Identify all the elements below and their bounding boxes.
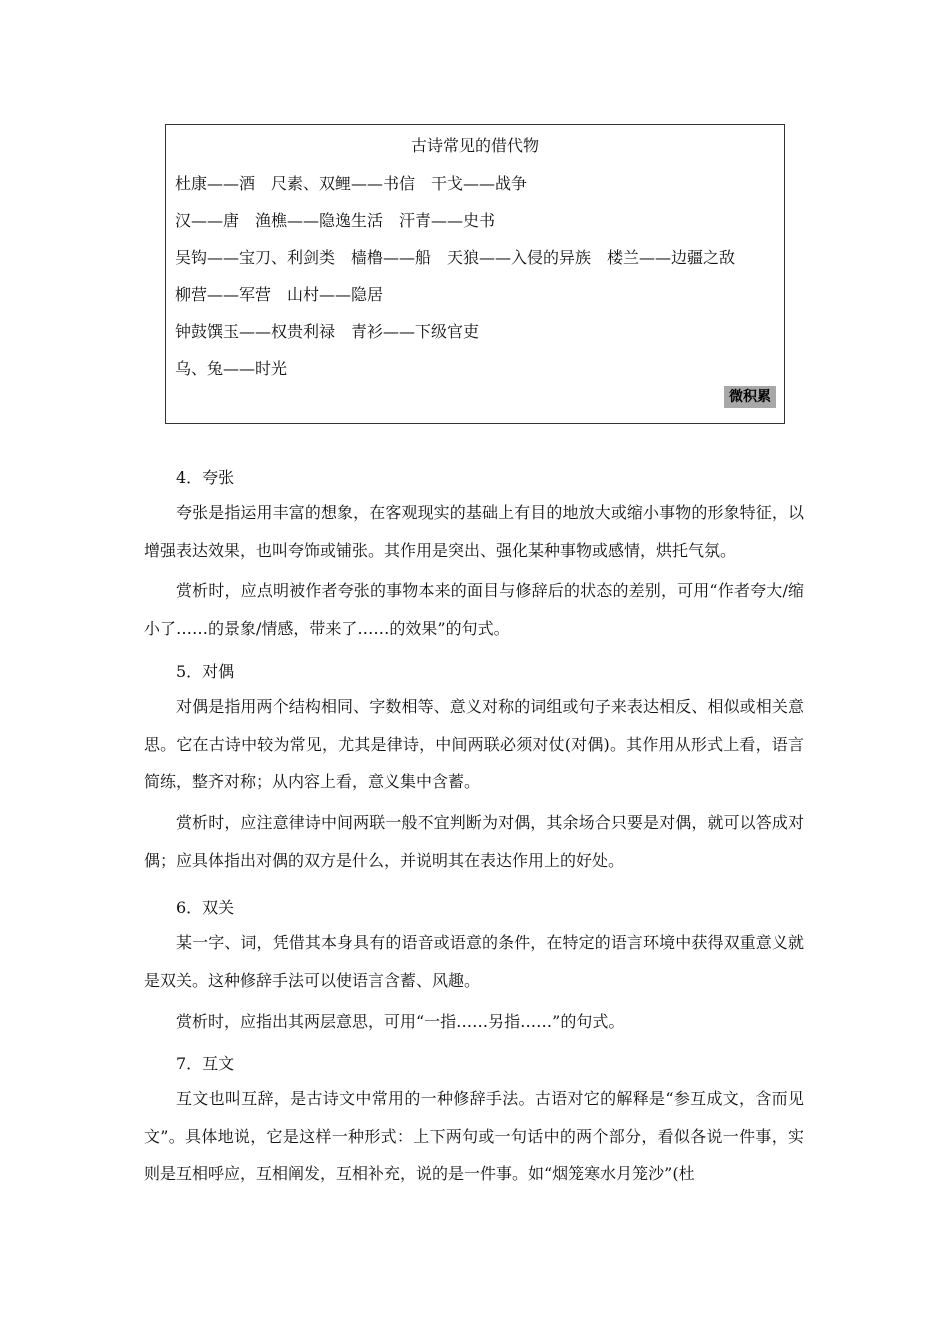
box-line: 柳营——军营 山村——隐居 [175,285,384,304]
box-line: 吴钩——宝刀、利剑类 樯橹——船 天狼——入侵的异族 楼兰——边疆之敌 [175,248,736,267]
paragraph: 某一字、词，凭借其本身具有的语音或语意的条件，在特定的语言环境中获得双重意义就是双关。这种修辞手法可以使语言含蓄、风趣。 [144,933,804,990]
section-heading: 4．夸张 [176,468,235,487]
paragraph: 对偶是指用两个结构相同、字数相等、意义对称的词组或句子来表达相反、相似或相关意思。它在古诗中较为常见，尤其是律诗，中间两联必须对仗(对偶)。其作用从形式上看，语言简练，整齐对称；从内容上看，意义集中含蓄。 [144,697,804,791]
paragraph: 赏析时，应注意律诗中间两联一般不宜判断为对偶，其余场合只要是对偶，就可以答成对偶；应具体指出对偶的双方是什么，并说明其在表达作用上的好处。 [144,813,804,870]
paragraph: 赏析时，应指出其两层意思，可用“一指……另指……”的句式。 [176,1012,625,1031]
section-badge: 微积累 [724,386,776,408]
box-line: 乌、兔——时光 [175,359,288,378]
section-heading: 6．双关 [176,898,235,917]
section-heading: 5．对偶 [176,662,235,681]
paragraph: 互文也叫互辞，是古诗文中常用的一种修辞手法。古语对它的解释是“参互成文，含而见文”。具体地说，它是这样一种形式：上下两句或一句话中的两个部分，看似各说一件事，实则是互相呼应，互相阐发，互相补充，说的是一件事。如“烟笼寒水月笼沙”(杜 [144,1089,804,1183]
box-title: 古诗常见的借代物 [410,136,539,155]
info-box [165,124,785,424]
box-line: 钟鼓馔玉——权贵利禄 青衫——下级官吏 [175,322,480,341]
section-heading: 7．互文 [176,1054,235,1073]
box-line: 汉——唐 渔樵——隐逸生活 汗青——史书 [175,211,496,230]
box-line: 杜康——酒 尺素、双鲤——书信 干戈——战争 [175,174,528,193]
paragraph: 夸张是指运用丰富的想象，在客观现实的基础上有目的地放大或缩小事物的形象特征，以增强表达效果，也叫夸饰或铺张。其作用是突出、强化某种事物或感情，烘托气氛。 [144,503,804,560]
paragraph: 赏析时，应点明被作者夸张的事物本来的面目与修辞后的状态的差别，可用“作者夸大/缩小了……的景象/情感，带来了……的效果”的句式。 [144,581,804,638]
